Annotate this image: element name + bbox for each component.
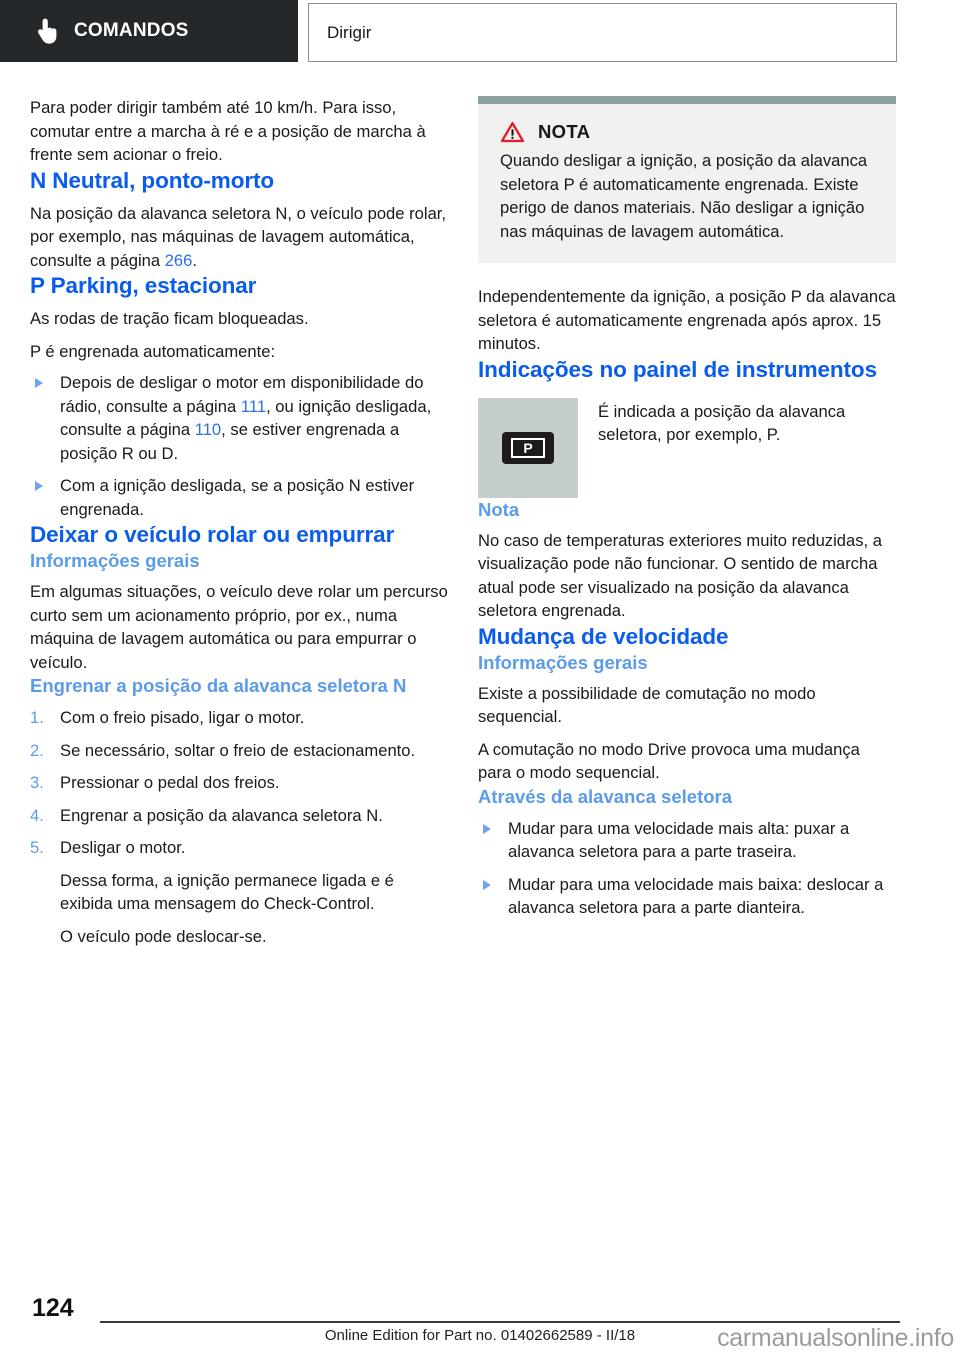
neutral-text-post: . (192, 250, 198, 270)
footer-divider (100, 1321, 900, 1323)
breadcrumb[interactable] (308, 3, 897, 62)
list-item (30, 771, 448, 795)
breadcrumb-label: Dirigir (327, 22, 372, 42)
step-number: 4. (30, 805, 44, 825)
lever-bullet-list (478, 817, 896, 920)
panel-figure-row (478, 398, 896, 498)
shift-general-paragraph-2: A comutação no modo Drive provoca uma mudança para o modo sequencial. (478, 739, 860, 782)
left-column (30, 96, 448, 948)
list-item (30, 474, 448, 521)
page-header (0, 0, 960, 66)
nota-top-bar (478, 96, 896, 104)
step-note-2: O veículo pode deslocar-se. (60, 926, 267, 946)
shift-general-paragraph-1: Existe a possibilidade de comutação no modo sequencial. (478, 683, 816, 726)
list-item (30, 739, 448, 763)
nota-title: NOTA (538, 121, 591, 142)
panel-figure-caption: É indicada a posição da alavanca seletora, por exemplo, P. (598, 401, 846, 444)
step-text: Com o freio pisado, ligar o motor. (60, 708, 305, 727)
park-position-figure (478, 398, 578, 498)
pointing-hand-icon (36, 18, 58, 44)
step-number: 5. (30, 838, 44, 857)
step-text: Engrenar a posição da alavanca seletora N. (60, 805, 383, 825)
heading-mudanca-velocidade: Mudança de velocidade (478, 623, 729, 649)
nota-callout-box (478, 96, 896, 263)
bullet1-mid: , ou ignição desligada, consulte a página (60, 396, 432, 439)
heading-informacoes-gerais-right: Informações gerais (478, 651, 648, 673)
park-position-p-frame (511, 438, 545, 458)
heading-atraves-alavanca: Através da alavanca seletora (478, 785, 733, 807)
page-reference-266[interactable]: 266 (164, 250, 193, 270)
header-section-tab[interactable] (0, 0, 298, 62)
list-item (30, 836, 448, 948)
engage-steps-list (30, 706, 448, 948)
list-item (478, 873, 896, 920)
heading-engrenar-posicao: Engrenar a posição da alavanca seletora N (30, 675, 407, 696)
parking-paragraph-2: P é engrenada automaticamente: (30, 341, 276, 361)
triangle-bullet-icon (35, 378, 43, 388)
list-item (30, 371, 448, 465)
edition-note: Online Edition for Part no. 01402662589 - II/18 (324, 1327, 636, 1344)
neutral-text-pre: Na posição da alavanca seletora N, o veículo pode rolar, por exemplo, nas máquinas de lavagem automática, consulte a página (30, 203, 447, 270)
list-item (478, 817, 896, 864)
park-position-p-icon (502, 432, 554, 464)
heading-n-neutral: N Neutral, ponto-morto (30, 167, 275, 193)
step-text: Pressionar o pedal dos freios. (60, 773, 280, 792)
nota2-paragraph: No caso de temperaturas exteriores muito reduzidas, a visualização pode não funcionar. O sentido de marcha atual pode ser visualizado na posição da alavanca seletora engrenada. (478, 530, 882, 620)
list-item (30, 804, 448, 828)
step-text: Se necessário, soltar o freio de estacionamento. (60, 740, 416, 760)
heading-nota-2: Nota (478, 498, 520, 520)
lever-bullet-1: Mudar para uma velocidade mais alta: puxar a alavanca seletora para a parte traseira. (508, 818, 850, 861)
bullet1-post: , se estiver engrenada a posição R ou D. (60, 420, 400, 463)
triangle-bullet-icon (483, 824, 491, 834)
nota-title-row (500, 121, 874, 143)
heading-deixar-rolar: Deixar o veículo rolar ou empurrar (30, 522, 395, 547)
step-number: 3. (30, 773, 44, 792)
neutral-paragraph (30, 202, 448, 273)
warning-triangle-icon (500, 121, 525, 143)
triangle-bullet-icon (483, 880, 491, 890)
right-column (478, 96, 896, 920)
list-item (30, 706, 448, 730)
heading-p-parking: P Parking, estacionar (30, 273, 257, 298)
watermark: carmanualsonline.info (717, 1324, 954, 1352)
nota-body-text: Quando desligar a ignição, a posição da alavanca seletora P é automaticamente engrenada. Existe perigo de danos materiais. Não desligar a ignição nas máquinas de lavagem automática. (500, 151, 868, 241)
triangle-bullet-icon (35, 481, 43, 491)
step-text: Desligar o motor. (60, 838, 186, 857)
step-note-1: Dessa forma, a ignição permanece ligada e é exibida uma mensagem do Check-Control. (60, 870, 394, 913)
step-number: 1. (30, 708, 44, 727)
parking-paragraph-1: As rodas de tração ficam bloqueadas. (30, 309, 309, 328)
page-reference-111[interactable]: 111 (240, 396, 267, 416)
bullet1-pre: Depois de desligar o motor em disponibilidade do rádio, consulte a página (60, 373, 424, 416)
roll-general-paragraph: Em algumas situações, o veículo deve rolar um percurso curto sem um acionamento próprio, por ex., numa máquina de lavagem automática ou para empurrar o veículo. (30, 582, 448, 672)
after-nota-paragraph: Independentemente da ignição, a posição P da alavanca seletora é automaticamente engrenada após aprox. 15 minutos. (478, 287, 896, 353)
bullet2-text: Com a ignição desligada, se a posição N estiver engrenada. (60, 476, 415, 519)
page-footer (0, 1270, 960, 1362)
heading-indicacoes-painel: Indicações no painel de instrumentos (478, 356, 877, 382)
header-tab-label: COMANDOS (74, 20, 189, 41)
heading-informacoes-gerais-left: Informações gerais (30, 550, 200, 571)
page-reference-110[interactable]: 110 (194, 420, 222, 439)
parking-bullet-list (30, 371, 448, 521)
page-number: 124 (32, 1294, 74, 1322)
intro-paragraph: Para poder dirigir também até 10 km/h. Para isso, comutar entre a marcha à ré e a posição de marcha à frente sem acionar o freio. (30, 98, 426, 164)
park-position-p-letter: P (523, 439, 533, 456)
lever-bullet-2: Mudar para uma velocidade mais baixa: deslocar a alavanca seletora para a parte dianteira. (508, 874, 884, 917)
step-number: 2. (30, 740, 44, 760)
